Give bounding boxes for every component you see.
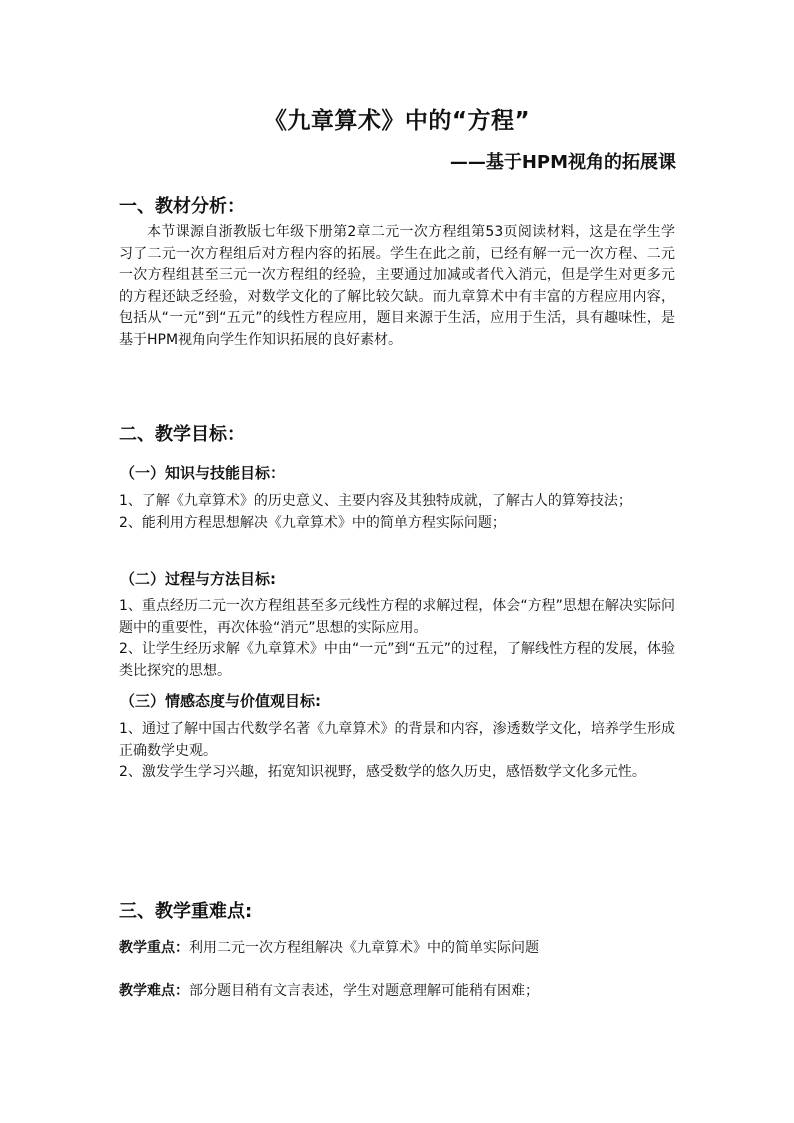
page-subtitle: ——基于HPM视角的拓展课	[449, 152, 676, 173]
subsection-heading-attitude: （三）情感态度与价值观目标:	[120, 692, 321, 710]
subsection-heading-process: （二）过程与方法目标:	[120, 570, 276, 588]
section-heading-materials: 一、教材分析：	[119, 196, 245, 217]
difficulty-line	[119, 981, 675, 1003]
key-point-text: 利用二元一次方程组解决《九章算术》中的简单实际问题	[189, 940, 539, 956]
subsection-list-process	[119, 596, 675, 682]
list-item: 2、让学生经历求解《九章算术》中由“一元”到“五元”的过程，了解线性方程的发展，体验类比探究的思想。	[119, 641, 675, 679]
list-item: 2、激发学生学习兴趣，拓宽知识视野，感受数学的悠久历史，感悟数学文化多元性。	[119, 764, 646, 781]
subsection-list-knowledge	[119, 491, 675, 534]
section-heading-key-points: 三、教学重难点:	[119, 901, 253, 922]
section-heading-objectives: 二、教学目标：	[119, 424, 245, 445]
page-title: 《九章算术》中的“方程”	[263, 108, 531, 134]
section-body-materials: 本节课源自浙教版七年级下册第2章二元一次方程组第53页阅读材料，这是在学生学习了二元一次方程组后对方程内容的拓展。学生在此之前，已经有解一元一次方程、二元一次方程组甚至三元一次方程组的经验，主要通过加减或者代入消元，但是学生对更多元的方程还缺乏经验，对数学文化的了解比较欠缺。而九章算术中有丰富的方程应用内容，包括从“一元”到“五元”的线性方程应用，题目来源于生活，应用于生活，具有趣味性，是基于HPM视角向学生作知识拓展的良好素材。	[119, 224, 675, 348]
list-item: 1、了解《九章算术》的历史意义、主要内容及其独特成就，了解古人的算筹技法；	[119, 493, 632, 509]
subsection-heading-knowledge: （一）知识与技能目标：	[120, 464, 286, 482]
key-point-line	[119, 938, 675, 960]
list-item: 1、通过了解中国古代数学名著《九章算术》的背景和内容，渗透数学文化，培养学生形成正确数学史观。	[119, 721, 675, 759]
list-item: 2、能利用方程思想解决《九章算术》中的简单方程实际问题；	[119, 514, 506, 531]
key-point-label: 教学重点：	[119, 940, 189, 956]
difficulty-label: 教学难点：	[119, 983, 189, 999]
list-item: 1、重点经历二元一次方程组甚至多元线性方程的求解过程，体会“方程”思想在解决实际问题中的重要性，再次体验“消元”思想的实际应用。	[119, 598, 675, 636]
difficulty-text: 部分题目稍有文言表述，学生对题意理解可能稍有困难；	[189, 983, 539, 999]
subsection-list-attitude	[119, 719, 675, 784]
